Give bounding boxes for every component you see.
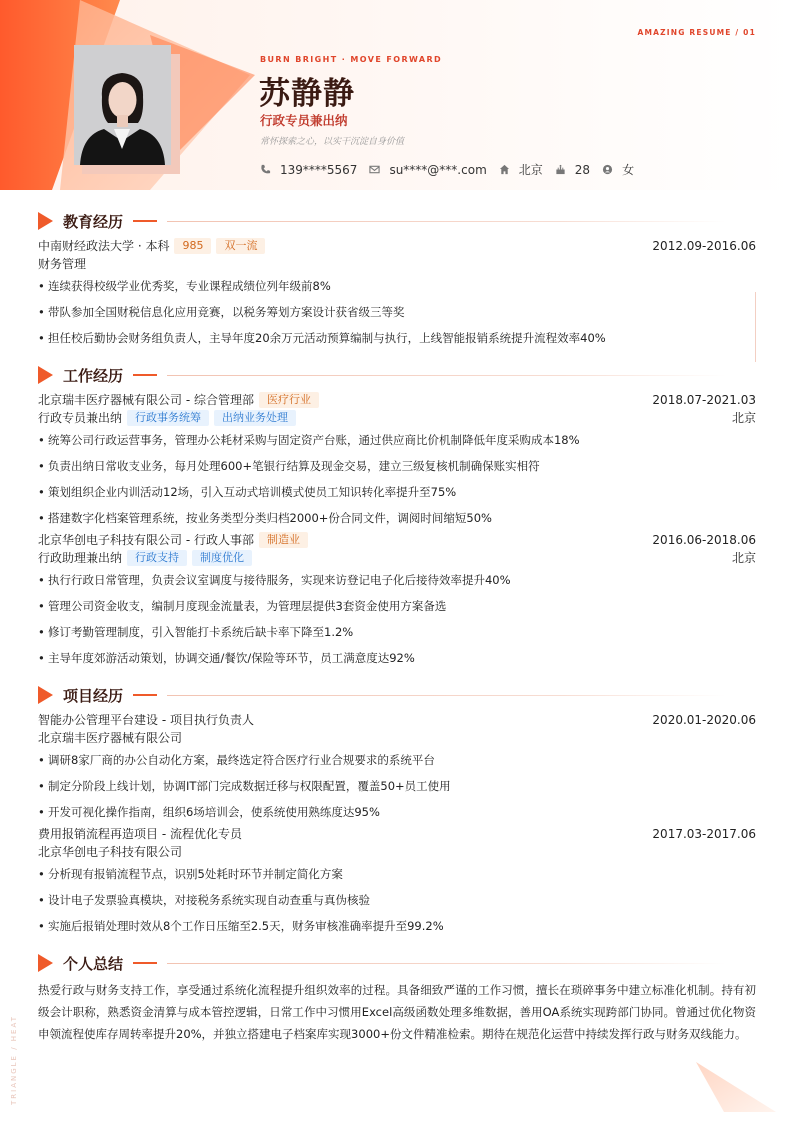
education-section: [38, 209, 756, 351]
section-header: [38, 951, 756, 975]
section-dash: [133, 374, 157, 376]
education-bullets: [38, 273, 756, 351]
list-item: • 负责出纳日常收支业务，每月处理600+笔银行结算及现金交易，建立三级复核机制确保账实相符: [38, 453, 756, 479]
project-name: 费用报销流程再造项目 - 流程优化专员: [38, 827, 242, 841]
job-entry: [38, 531, 756, 671]
job-date: 2018.07-2021.03: [652, 393, 756, 407]
triangle-icon: [38, 212, 53, 230]
candidate-name: 苏静静: [259, 76, 355, 112]
contact-bar: [260, 161, 646, 178]
school-tag: 985: [174, 238, 211, 254]
section-header: [38, 209, 756, 233]
industry-tag: 医疗行业: [259, 392, 319, 408]
section-title: 个人总结: [63, 954, 124, 973]
list-item: • 带队参加全国财税信息化应用竞赛，以税务筹划方案设计获省级三等奖: [38, 299, 756, 325]
industry-tag: 制造业: [259, 532, 308, 548]
user-circle-icon: [602, 164, 613, 175]
section-dash: [133, 962, 157, 964]
job-role-row: [38, 409, 756, 427]
skill-tag: 出纳业务处理: [214, 410, 296, 426]
list-item: • 管理公司资金收支，编制月度现金流量表，为管理层提供3套资金使用方案备选: [38, 593, 756, 619]
home-icon: [499, 164, 510, 175]
list-item: • 统筹公司行政运营事务，管理办公耗材采购与固定资产台账，通过供应商比价机制降低年度采购成本18%: [38, 427, 756, 453]
skill-tag: 行政支持: [127, 550, 187, 566]
project-org: 北京瑞丰医疗器械有限公司: [38, 731, 183, 745]
summary-text: 热爱行政与财务支持工作，享受通过系统化流程提升组织效率的过程。具备细致严谨的工作习惯，擅长在琐碎事务中建立标准化机制。持有初级会计职称，熟悉资金清算与成本管控逻辑，日常工作中习惯用Excel高级函数处理多维数据，善用OA系统实现跨部门协同。曾通过优化物资申领流程使库存周转率提升20%，并独立搭建电子档案库实现3000+份文件精准检索。期待在规范化运营中持续发挥行政与财务双线能力。: [38, 983, 756, 1041]
section-title: 教育经历: [63, 212, 124, 231]
triangle-icon: [38, 954, 53, 972]
phone-icon: [260, 164, 271, 175]
triangle-icon: [38, 686, 53, 704]
section-header: [38, 363, 756, 387]
job-header: [38, 391, 756, 409]
job-city: 北京: [731, 551, 756, 565]
project-bullets: [38, 747, 756, 825]
job-header: [38, 531, 756, 549]
decor-vertical-line: [755, 292, 756, 362]
triangle-icon: [38, 366, 53, 384]
work-section: [38, 363, 756, 671]
job-role: 行政助理兼出纳: [38, 551, 123, 565]
phone-value: 139****5567: [280, 162, 358, 177]
age-value: 28: [574, 162, 591, 177]
job-bullets: [38, 427, 756, 531]
job-entry: [38, 391, 756, 531]
slogan: 常怀探索之心，以实干沉淀自身价值: [260, 137, 405, 147]
mail-icon: [369, 164, 380, 175]
section-divider: [167, 695, 726, 696]
contact-city: [499, 161, 543, 178]
section-header: [38, 683, 756, 707]
contact-email: [369, 163, 486, 177]
project-header: [38, 825, 756, 843]
job-title: 行政专员兼出纳: [260, 113, 348, 128]
profile-photo: [74, 45, 171, 165]
list-item: • 连续获得校级学业优秀奖，专业课程成绩位列年级前8%: [38, 273, 756, 299]
school-name: 中南财经政法大学 · 本科: [38, 239, 170, 253]
contact-age: [555, 163, 590, 177]
project-org: 北京华创电子科技有限公司: [38, 845, 183, 859]
project-entry: [38, 825, 756, 939]
project-header: [38, 711, 756, 729]
list-item: • 制定分阶段上线计划，协调IT部门完成数据迁移与权限配置，覆盖50+员工使用: [38, 773, 756, 799]
list-item: • 设计电子发票验真模块，对接税务系统实现自动查重与真伪核验: [38, 887, 756, 913]
corner-triangle: [690, 1060, 794, 1123]
summary-section: [38, 951, 756, 1045]
list-item: • 修订考勤管理制度，引入智能打卡系统后缺卡率下降至1.2%: [38, 619, 756, 645]
section-dash: [133, 694, 157, 696]
list-item: • 搭建数字化档案管理系统，按业务类型分类归档2000+份合同文件，调阅时间缩短50%: [38, 505, 756, 531]
gender-value: 女: [622, 163, 635, 177]
section-title: 项目经历: [63, 686, 124, 705]
section-divider: [167, 221, 726, 222]
top-tag: AMAZING RESUME / 01: [637, 28, 756, 37]
list-item: • 担任校后勤协会财务组负责人，主导年度20余万元活动预算编制与执行，上线智能报销系统提升流程效率40%: [38, 325, 756, 351]
job-role: 行政专员兼出纳: [38, 411, 123, 425]
list-item: • 策划组织企业内训活动12场，引入互动式培训模式使员工知识转化率提升至75%: [38, 479, 756, 505]
project-entry: [38, 711, 756, 825]
section-title: 工作经历: [63, 366, 124, 385]
list-item: • 分析现有报销流程节点，识别5处耗时环节并制定简化方案: [38, 861, 756, 887]
job-role-row: [38, 549, 756, 567]
job-date: 2016.06-2018.06: [652, 533, 756, 547]
section-divider: [167, 963, 726, 964]
project-date: 2020.01-2020.06: [652, 713, 756, 727]
projects-section: [38, 683, 756, 939]
motto: BURN BRIGHT · MOVE FORWARD: [260, 55, 443, 64]
list-item: • 执行行政日常管理，负责会议室调度与接待服务，实现来访登记电子化后接待效率提升40%: [38, 567, 756, 593]
job-bullets: [38, 567, 756, 671]
education-date: 2012.09-2016.06: [652, 239, 756, 253]
city-value: 北京: [518, 163, 543, 177]
list-item: • 主导年度郊游活动策划，协调交通/餐饮/保险等环节，员工满意度达92%: [38, 645, 756, 671]
cake-icon: [555, 164, 566, 175]
project-name: 智能办公管理平台建设 - 项目执行负责人: [38, 713, 254, 727]
company-name: 北京瑞丰医疗器械有限公司 - 综合管理部: [38, 393, 254, 407]
list-item: • 开发可视化操作指南，组织6场培训会，使系统使用熟练度达95%: [38, 799, 756, 825]
contact-gender: [602, 161, 634, 178]
section-divider: [167, 375, 726, 376]
email-value: su****@***.com: [389, 162, 487, 177]
skill-tag: 制度优化: [192, 550, 252, 566]
section-dash: [133, 220, 157, 222]
skill-tag: 行政事务统筹: [127, 410, 209, 426]
major: 财务管理: [38, 257, 87, 271]
job-city: 北京: [731, 411, 756, 425]
project-date: 2017.03-2017.06: [652, 827, 756, 841]
contact-phone: [260, 163, 357, 177]
company-name: 北京华创电子科技有限公司 - 行政人事部: [38, 533, 254, 547]
side-watermark: TRIANGLE / HEAT: [10, 1015, 18, 1105]
education-row: [38, 237, 756, 255]
list-item: • 实施后报销处理时效从8个工作日压缩至2.5天，财务审核准确率提升至99.2%: [38, 913, 756, 939]
list-item: • 调研8家厂商的办公自动化方案，最终选定符合医疗行业合规要求的系统平台: [38, 747, 756, 773]
school-tag: 双一流: [216, 238, 265, 254]
project-bullets: [38, 861, 756, 939]
